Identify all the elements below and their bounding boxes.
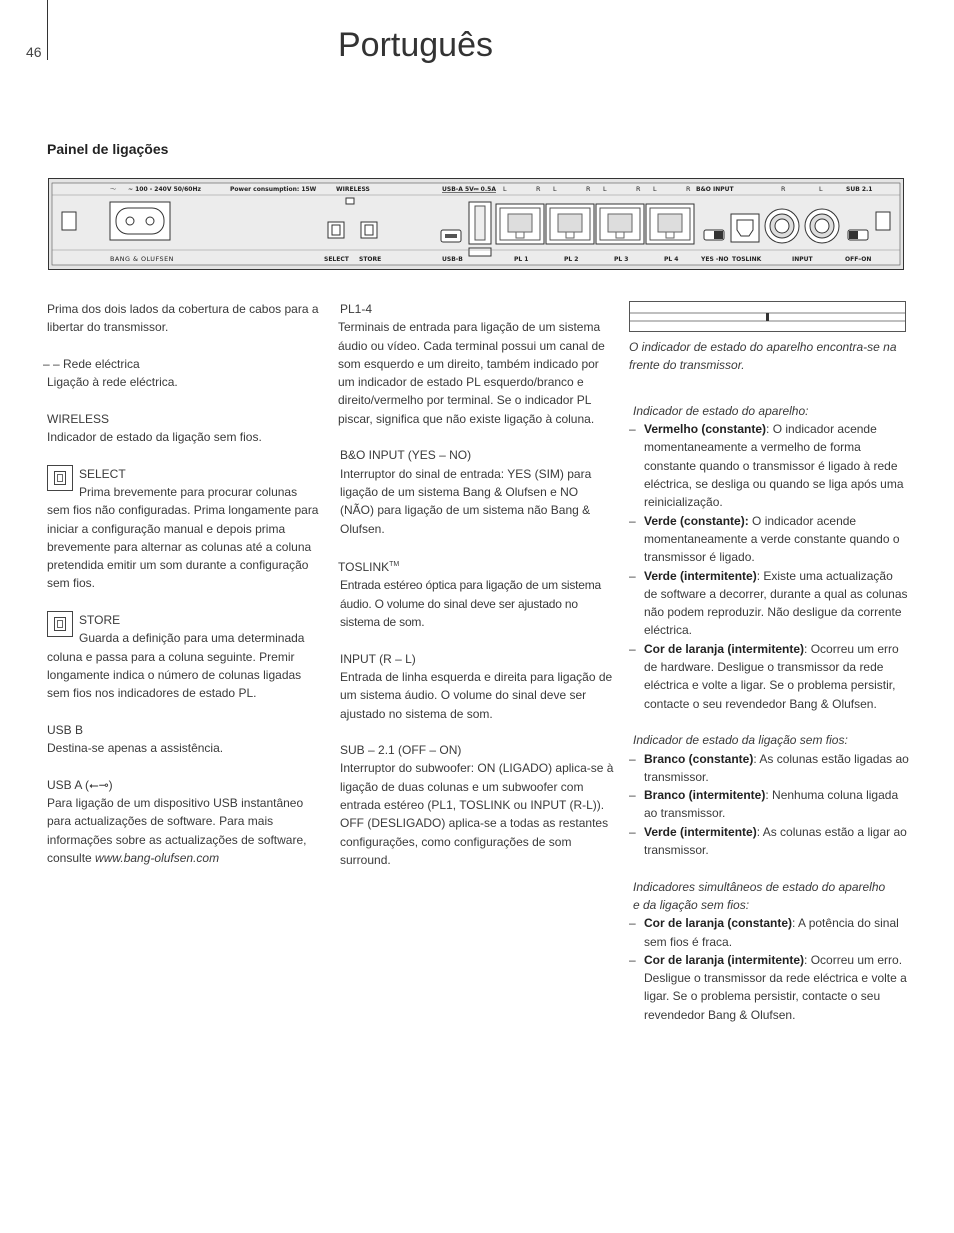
- power-title: – – Rede eléctrica: [43, 356, 140, 371]
- input-r-label: R: [781, 185, 786, 193]
- pl3-r-label: R: [636, 185, 641, 193]
- input-l-label: L: [819, 185, 823, 193]
- status-term: Cor de laranja (constante): [644, 916, 793, 931]
- status-term: Branco (constante): [644, 751, 754, 766]
- usba-text: Para ligação de um dispositivo USB instantâneo para actualizações de software. Para mais informações sobre as actualizações de software, consulte: [47, 796, 307, 865]
- store-button-icon: [47, 611, 73, 637]
- combo-status-list: [629, 914, 909, 1024]
- status-description: : Ocorreu um erro de hardware. Desligue o transmissor da rede eléctrica e volte a ligar. Se o problema persistir, contacte o seu revendedor Bang & Olufsen.: [644, 641, 899, 711]
- offon-label: OFF–ON: [845, 256, 872, 263]
- wireless-status-list: [629, 750, 909, 860]
- pl1-l-label: L: [503, 185, 507, 193]
- brand-label: BANG & OLUFSEN: [110, 255, 174, 263]
- select-label: SELECT: [324, 256, 349, 263]
- list-item: [629, 512, 909, 567]
- list-item: [629, 823, 909, 860]
- pl3-l-label: L: [603, 185, 607, 193]
- status-description: O indicador acende momentaneamente a verde constante quando o transmissor é ligado.: [644, 513, 900, 565]
- list-dash: –: [629, 641, 636, 656]
- combo-status-heading-1: Indicadores simultâneos de estado do aparelho: [633, 879, 886, 894]
- column-1: [43, 300, 319, 867]
- list-dash: –: [629, 952, 636, 967]
- list-item: [629, 420, 909, 511]
- list-dash: –: [629, 788, 636, 803]
- list-item: [629, 914, 909, 951]
- pl4-r-label: R: [686, 185, 691, 193]
- list-dash: –: [629, 513, 636, 528]
- status-description: : As colunas estão a ligar ao transmissor.: [644, 824, 907, 858]
- input-title: INPUT (R – L): [340, 651, 416, 666]
- toslink-title-line: [338, 556, 615, 576]
- usbb-title: USB B: [47, 722, 84, 737]
- pl2-r-label: R: [586, 185, 591, 193]
- sub-title: SUB – 2.1 (OFF – ON): [340, 743, 462, 758]
- pl1-label: PL 1: [514, 256, 529, 263]
- toslink-title: TOSLINK: [338, 560, 390, 575]
- list-dash: –: [629, 568, 636, 583]
- bo-input-label: B&O INPUT: [696, 186, 734, 193]
- pl4-label: PL 4: [664, 256, 679, 263]
- right-latch: [876, 212, 890, 230]
- list-dash: –: [629, 751, 636, 766]
- wireless-indicator: [346, 198, 354, 204]
- usba-title: USB A (⭠⊸): [47, 777, 113, 792]
- status-description: : Nenhuma coluna ligada ao transmissor.: [644, 788, 899, 821]
- status-term: Vermelho (constante): [644, 422, 767, 437]
- input-text: Entrada de linha esquerda e direita para ligação de um sistema áudio. O volume do sinal deve ser ajustado no sistema de som.: [340, 669, 613, 721]
- consumption-label: Power consumption: 15W: [230, 186, 317, 193]
- store-label: STORE: [359, 256, 382, 263]
- select-text: Prima brevemente para procurar colunas sem fios não configuradas. Prima longamente para iniciar a configuração manual e depois prima brevemente para alternar as colunas até a coluna pretendida emitir um som durante a configuração sem fios.: [47, 484, 319, 591]
- select-title: SELECT: [79, 466, 126, 481]
- header-rule: [47, 0, 48, 60]
- pl3-port: [596, 204, 644, 244]
- select-button-icon: [47, 465, 73, 491]
- status-term: Branco (intermitente): [644, 788, 766, 803]
- trademark: TM: [389, 561, 400, 569]
- pl3-label: PL 3: [614, 256, 629, 263]
- sub-label: SUB 2.1: [846, 186, 873, 193]
- status-description: : Existe uma actualização de software a decorrer, durante a qual as colunas não podem reproduzir. Não desligue da corrente eléctrica.: [644, 568, 908, 638]
- page-number: 46: [26, 44, 42, 60]
- pl4-l-label: L: [653, 185, 657, 193]
- status-description: : Ocorreu um erro. Desligue o transmissor da rede eléctrica e volte a ligar. Se o problema persistir, contacte o seu revendedor Bang & Olufsen.: [644, 952, 907, 1022]
- combo-status-heading-2: e da ligação sem fios:: [633, 897, 750, 912]
- page-title: Português: [338, 26, 493, 64]
- pl2-l-label: L: [553, 185, 557, 193]
- website-link[interactable]: www.bang-olufsen.com: [95, 850, 220, 865]
- usba-paragraph: [47, 794, 319, 867]
- usba-label: USB-A 5V⎓ 0.5A: [442, 186, 496, 193]
- toslink-text: Entrada estéreo óptica para ligação de um sistema áudio. O volume do sinal deve ser ajustado no sistema de som.: [340, 578, 602, 630]
- input-l-port: [805, 209, 839, 243]
- wireless-label: WIRELESS: [336, 186, 370, 193]
- left-latch: [62, 212, 76, 230]
- status-indicator-led: [766, 313, 769, 321]
- pl1-port: [496, 204, 544, 244]
- usbb-label: USB-B: [442, 256, 463, 263]
- status-description: : O indicador acende momentaneamente a vermelho de forma constante quando o transmissor é ligado à rede eléctrica, se desliga ou quando se liga após uma reinicialização.: [644, 422, 904, 510]
- section-title: Painel de ligações: [47, 141, 169, 157]
- store-text: Guarda a definição para uma determinada coluna e passa para a coluna seguinte. Premir longamente indica o número de colunas ligadas sem fios nos indicadores de estado PL.: [47, 631, 305, 701]
- list-dash: –: [629, 422, 636, 437]
- pl-title: PL1-4: [340, 302, 373, 316]
- bo-text: Interruptor do sinal de entrada: YES (SIM) para ligação de um sistema Bang & Olufsen e NO (NÃO) para ligação de um sistema não Bang & Olufsen.: [340, 466, 592, 536]
- wave-icon: 〜: [110, 185, 117, 193]
- status-term: Cor de laranja (intermitente): [644, 641, 805, 656]
- usbb-text: Destina-se apenas a assistência.: [47, 741, 224, 756]
- wireless-status-heading: Indicador de estado da ligação sem fios:: [633, 733, 848, 748]
- list-item: [629, 640, 909, 713]
- yesno-label: YES -NO: [701, 256, 729, 263]
- status-term: Verde (intermitente): [644, 568, 757, 583]
- power-text: Ligação à rede eléctrica.: [47, 375, 178, 390]
- list-item: [629, 567, 909, 640]
- status-caption: O indicador de estado do aparelho encontra-se na frente do transmissor.: [629, 340, 897, 373]
- status-indicator-illustration: [629, 301, 906, 332]
- power-rating-label: ~ 100 - 240V 50/60Hz: [128, 186, 201, 193]
- pl-text: Terminais de entrada para ligação de um sistema áudio ou vídeo. Cada terminal possui um canal de som esquerdo e um direito, também indicado por um indicador de estado PL esquerdo/branco e direito/vermelho por terminal. Se o indicador PL piscar, significa que não existe ligação à coluna.: [338, 320, 605, 426]
- store-entry: [47, 611, 319, 702]
- list-item: [629, 786, 909, 823]
- pl1-r-label: R: [536, 185, 541, 193]
- device-status-list: [629, 420, 909, 713]
- pl4-port: [646, 204, 694, 244]
- pl2-port: [546, 204, 594, 244]
- status-term: Cor de laranja (intermitente): [644, 952, 805, 967]
- status-term: Verde (intermitente): [644, 824, 757, 839]
- list-item: [629, 951, 909, 1024]
- list-item: [629, 750, 909, 787]
- toslink-label: TOSLINK: [732, 256, 762, 263]
- device-status-heading: Indicador de estado do aparelho:: [633, 403, 809, 418]
- wireless-text: Indicador de estado da ligação sem fios.: [47, 430, 262, 445]
- input-r-port: [765, 209, 799, 243]
- status-term: Verde (constante):: [644, 513, 749, 528]
- status-description: : As colunas estão ligadas ao transmissor.: [644, 751, 909, 784]
- column-3: [629, 338, 909, 1024]
- pl2-label: PL 2: [564, 256, 579, 263]
- wireless-title: WIRELESS: [47, 411, 110, 426]
- sub-text: Interruptor do subwoofer: ON (LIGADO) aplica-se à ligação de duas colunas e um subwoofer com entrada estéreo (PL1, TOSLINK ou INPUT (R-L)). OFF (DESLIGADO) aplica-se a todas as restantes configurações, como configurações de som surround.: [340, 761, 614, 867]
- list-dash: –: [629, 916, 636, 931]
- input-label: INPUT: [792, 256, 813, 263]
- bo-title: B&O INPUT (YES – NO): [340, 448, 472, 463]
- list-dash: –: [629, 824, 636, 839]
- status-description: : A potência do sinal sem fios é fraca.: [644, 916, 899, 949]
- column-2: [340, 300, 615, 869]
- select-entry: [47, 465, 319, 593]
- connection-panel-diagram: [48, 178, 904, 270]
- store-title: STORE: [79, 613, 121, 628]
- intro-text: Prima dos dois lados da cobertura de cabos para a libertar do transmissor.: [47, 302, 319, 335]
